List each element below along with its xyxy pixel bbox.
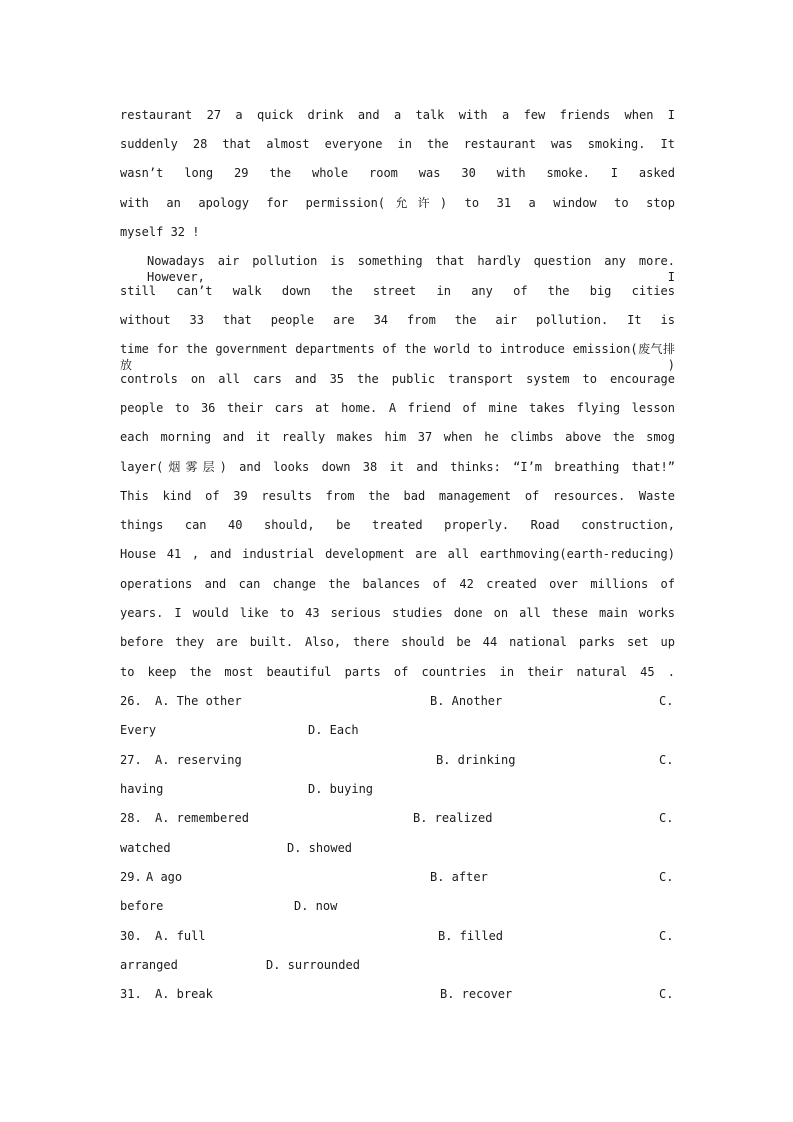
passage-line-18: years. I would like to 43 serious studies done on all these main works	[120, 606, 675, 620]
option-c-letter[interactable]: C.	[659, 753, 674, 767]
question-number: 31.	[120, 987, 142, 1001]
question-28-cont	[0, 840, 793, 856]
option-c-text[interactable]: having	[120, 782, 164, 796]
option-b[interactable]: B. recover	[440, 987, 513, 1001]
option-d[interactable]: D. Each	[308, 723, 359, 737]
question-30	[0, 928, 793, 944]
option-c-letter[interactable]: C.	[659, 694, 674, 708]
question-27-cont	[0, 781, 793, 797]
option-c-text[interactable]: arranged	[120, 958, 178, 972]
passage-line-1: restaurant 27 a quick drink and a talk with a few friends when I	[120, 108, 675, 122]
option-c-letter[interactable]: C.	[659, 811, 674, 825]
passage-line-10: controls on all cars and 35 the public transport system to encourage	[120, 372, 675, 386]
question-29-cont	[0, 898, 793, 914]
option-c-letter[interactable]: C.	[659, 929, 674, 943]
question-30-cont	[0, 957, 793, 973]
passage-line-20: to keep the most beautiful parts of countries in their natural 45 .	[120, 665, 675, 679]
passage-line-4: with an apology for permission(允许) to 31 a window to stop	[120, 196, 675, 210]
passage-line-5: myself 32 !	[120, 225, 200, 239]
option-b[interactable]: B. after	[430, 870, 488, 884]
passage-line-3: wasn’t long 29 the whole room was 30 with smoke. I asked	[120, 166, 675, 180]
option-c-text[interactable]: Every	[120, 723, 157, 737]
option-d[interactable]: D. buying	[308, 782, 374, 796]
passage-line-8: without 33 that people are 34 from the air pollution. It is	[120, 313, 675, 327]
passage-line-6: Nowadays air pollution is something that hardly question any more. However, I	[147, 254, 675, 284]
question-26-cont	[0, 722, 793, 738]
question-number: 30.	[120, 929, 142, 943]
passage-line-7: still can’t walk down the street in any of the big cities	[120, 284, 675, 298]
passage-line-16: House 41 , and industrial development are all earthmoving(earth-reducing)	[120, 547, 675, 561]
option-c-letter[interactable]: C.	[659, 870, 674, 884]
passage-line-12: each morning and it really makes him 37 when he climbs above the smog	[120, 430, 675, 444]
option-a[interactable]: A. full	[155, 929, 206, 943]
option-b[interactable]: B. Another	[430, 694, 503, 708]
passage-line-15: things can 40 should, be treated properly. Road construction,	[120, 518, 675, 532]
option-a[interactable]: A. break	[155, 987, 213, 1001]
question-number: 28.	[120, 811, 142, 825]
option-b[interactable]: B. filled	[438, 929, 504, 943]
question-26	[0, 693, 793, 709]
passage-line-19: before they are built. Also, there should be 44 national parks set up	[120, 635, 675, 649]
option-a[interactable]: A ago	[146, 870, 183, 884]
question-28	[0, 810, 793, 826]
option-d[interactable]: D. showed	[287, 841, 353, 855]
passage-line-14: This kind of 39 results from the bad management of resources. Waste	[120, 489, 675, 503]
question-number: 27.	[120, 753, 142, 767]
question-31	[0, 986, 793, 1002]
question-number: 26.	[120, 694, 142, 708]
passage-line-13: layer(烟雾层) and looks down 38 it and thinks: “I’m breathing that!”	[120, 460, 675, 474]
question-27	[0, 752, 793, 768]
passage-line-2: suddenly 28 that almost everyone in the restaurant was smoking. It	[120, 137, 675, 151]
question-number: 29.	[120, 870, 142, 884]
passage-line-11: people to 36 their cars at home. A friend of mine takes flying lesson	[120, 401, 675, 415]
option-c-text[interactable]: watched	[120, 841, 171, 855]
option-d[interactable]: D. now	[294, 899, 338, 913]
option-a[interactable]: A. remembered	[155, 811, 249, 825]
option-c-letter[interactable]: C.	[659, 987, 674, 1001]
option-c-text[interactable]: before	[120, 899, 164, 913]
option-b[interactable]: B. drinking	[436, 753, 516, 767]
option-a[interactable]: A. reserving	[155, 753, 242, 767]
option-d[interactable]: D. surrounded	[266, 958, 360, 972]
passage-line-17: operations and can change the balances of 42 created over millions of	[120, 577, 675, 591]
option-a[interactable]: A. The other	[155, 694, 242, 708]
option-b[interactable]: B. realized	[413, 811, 493, 825]
passage-line-9: time for the government departments of the world to introduce emission(废气排放)	[120, 342, 675, 372]
question-29	[0, 869, 793, 885]
